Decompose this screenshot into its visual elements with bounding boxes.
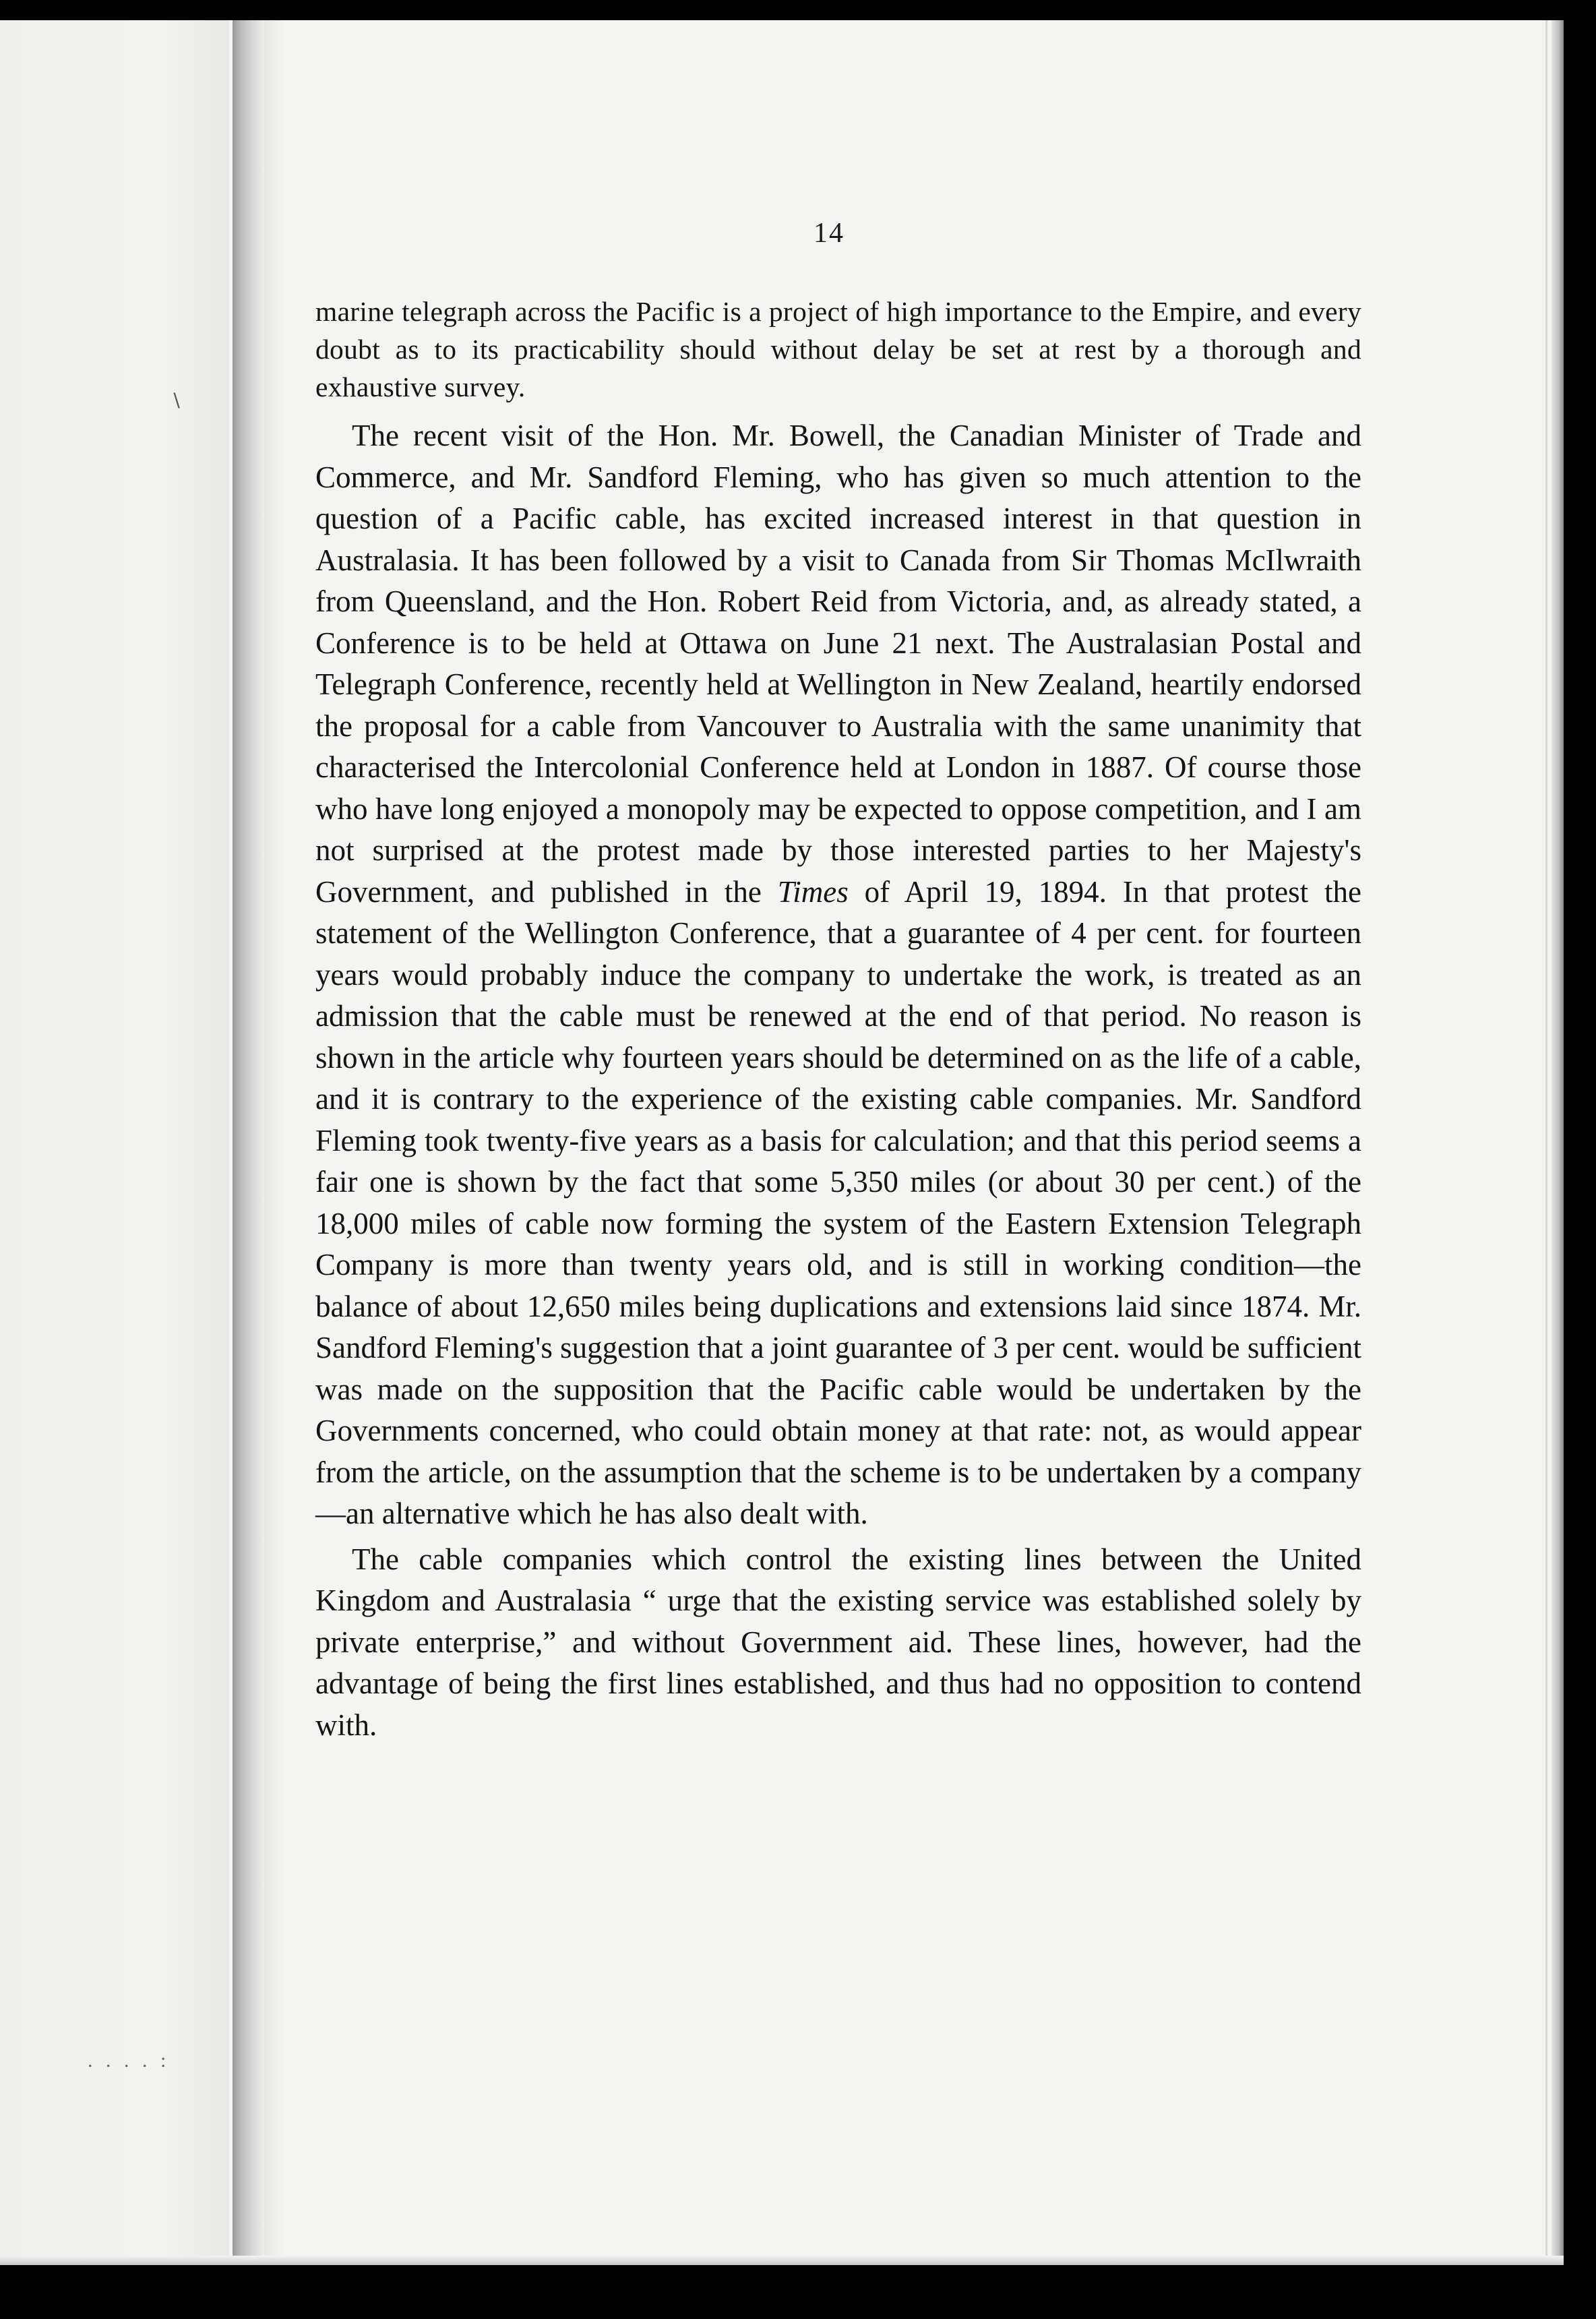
facing-page-edge [0, 20, 229, 2265]
page-edge-line [1545, 20, 1547, 2265]
margin-dots: . . . . : [88, 2049, 171, 2072]
page-bottom-edge [0, 2256, 1564, 2265]
body-text [315, 293, 1361, 1746]
page-right-edge [1552, 20, 1564, 2265]
paragraph-2-text-a: The recent visit of the Hon. Mr. Bowell, the Canadian Minister of Trade and Commerce, and Mr. Sandford Fleming, who has given so much attention to the question of a Pacific cable, has excited increased interest in that question in Australasia. It has been followed by a visit to Canada from Sir Thomas McIlwraith from Queensland, and the Hon. Robert Reid from Victoria, and, as already stated, a Conference is to be held at Ottawa on June 21 next. The Australasian Postal and Telegraph Conference, recently held at Wellington in New Zealand, heartily endorsed the proposal for a cable from Vancouver to Australia with the same unanimity that characterised the Intercolonial Conference held at London in 1887. Of course those who have long enjoyed a monopoly may be expected to oppose competition, and I am not surprised at the protest made by those interested parties to her Majesty's Government, and published in the [315, 419, 1361, 909]
page-number: 14 [814, 218, 845, 249]
paragraph-1: marine telegraph across the Pacific is a project of high importance to the Empire, and every doubt as to its practicability should without delay be set at rest by a thorough and exhaustive survey. [315, 296, 1361, 402]
gutter-shadow [264, 20, 284, 2265]
paragraph-2-text-b: of April 19, 1894. In that protest the statement of the Wellington Conference, that a guarantee of 4 per cent. for fourteen years would probably induce the company to undertake the work, is treated as an admission that the cable must be renewed at the end of that period. No reason is shown in the article why fourteen years should be determined on as the life of a cable, and it is contrary to the experience of the existing cable companies. Mr. Sandford Fleming took twenty-five years as a basis for calculation; and that this period seems a fair one is shown by the fact that some 5,350 miles (or about 30 per cent.) of the 18,000 miles of cable now forming the system of the Eastern Extension Telegraph Company is more than twenty years old, and is still in working condition—the balance of about 12,650 miles being duplications and extensions laid since 1874. Mr. Sandford Fleming's suggestion that a joint guarantee of 3 per cent. would be sufficient was made on the supposition that the Pacific cable would be undertaken by the Governments concerned, who could obtain money at that rate: not, as would appear from the article, on the assumption that the scheme is to be undertaken by a company—an alternative which he has also dealt with. [315, 874, 1361, 1530]
book-binding-gutter [233, 20, 265, 2265]
newspaper-title: Times [777, 874, 849, 909]
margin-mark: ∖ [170, 391, 182, 412]
paragraph-2 [315, 415, 1361, 1535]
paragraph-3: The cable companies which control the existing lines between the United Kingdom and Australasia “ urge that the existing service was established solely by private enterprise,” and without Government aid. These lines, however, had the advantage of being the first lines established, and thus had no opposition to contend with. [315, 1542, 1361, 1742]
